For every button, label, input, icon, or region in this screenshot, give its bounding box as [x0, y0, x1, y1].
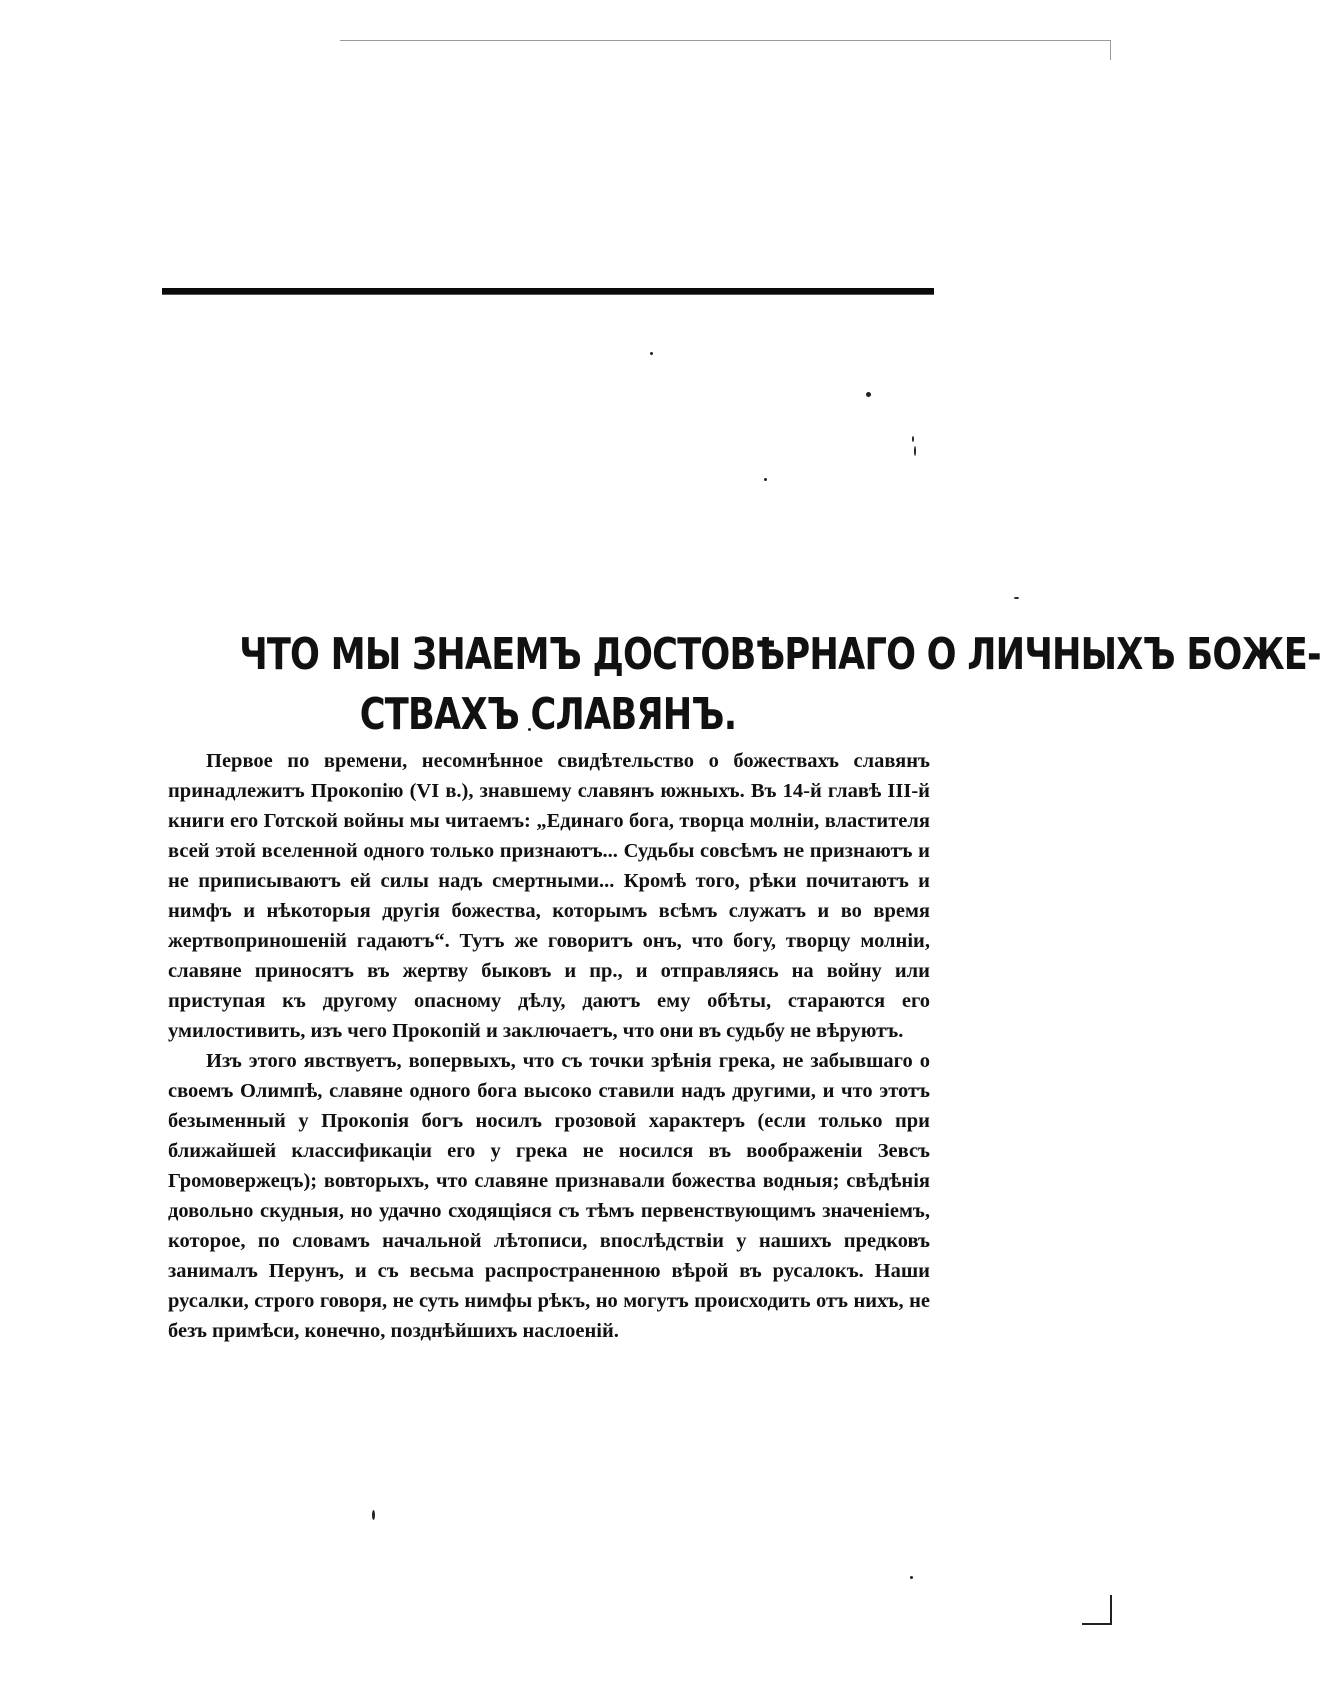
top-edge-rule [340, 40, 1110, 41]
print-speck [650, 352, 653, 355]
article-title [239, 625, 1321, 745]
top-edge-rule-tick [1110, 40, 1111, 60]
print-speck [912, 436, 914, 442]
paragraph-2: Изъ этого явствуетъ, вопервыхъ, что съ точки зрѣнія грека, не забывшаго о своемъ Олимпѣ, славяне одного бога высоко ставили надъ другими, и что этотъ безыменный у Прокопія богъ носилъ грозовой характеръ (если только при ближайшей классификаціи его у грека не носился въ воображеніи Зевсъ Громовержецъ); вовторыхъ, что славяне признавали божества водныя; свѣдѣнія довольно скудныя, но удачно сходящіяся съ тѣмъ первенствующимъ значеніемъ, которое, по словамъ начальной лѣтописи, впослѣдствіи у нашихъ предковъ занималъ Перунъ, и съ весьма распространенною вѣрой въ русалокъ. Наши русалки, строго говоря, не суть нимфы рѣкъ, но могутъ происходить отъ нихъ, не безъ примѣси, конечно, позднѣйшихъ наслоеній. [168, 1050, 930, 1342]
print-speck [372, 1510, 375, 1520]
print-speck [914, 446, 916, 456]
print-speck [866, 392, 871, 397]
article-title-line-2: СТВАХЪ СЛАВЯНЪ. [359, 689, 737, 741]
print-speck [910, 1576, 913, 1579]
article-title-line-1: ЧТО МЫ ЗНАЕМЪ ДОСТОВѢРНАГО О ЛИЧНЫХЪ БОЖЕ- [239, 629, 1321, 681]
paragraph-1: Первое по времени, несомнѣнное свидѣтельство о божествахъ славянъ принадлежитъ Прокопію (VI в.), знавшему славянъ южныхъ. Въ 14-й главѣ III-й книги его Готской войны мы читаемъ: „Единаго бога, творца молніи, властителя всей этой вселенной одного только признаютъ... Судьбы совсѣмъ не признаютъ и не приписываютъ ей силы надъ смертными... Кромѣ того, рѣки почитаютъ и нимфъ и нѣкоторыя другія божества, которымъ всѣмъ служатъ и во время жертвоприношеній гадаютъ“. Тутъ же говоритъ онъ, что богу, творцу молніи, славяне приносятъ въ жертву быковъ и пр., и отправляясь на войну или приступая къ другому опасному дѣлу, даютъ ему обѣты, стараются его умилостивить, изъ чего Прокопій и заключаетъ, что они въ судьбу не вѣруютъ. [168, 750, 930, 1042]
header-rule [162, 288, 934, 295]
page-corner-mark [1082, 1595, 1112, 1625]
print-speck [764, 478, 767, 481]
article-body [168, 746, 930, 1346]
print-speck [1014, 597, 1019, 599]
